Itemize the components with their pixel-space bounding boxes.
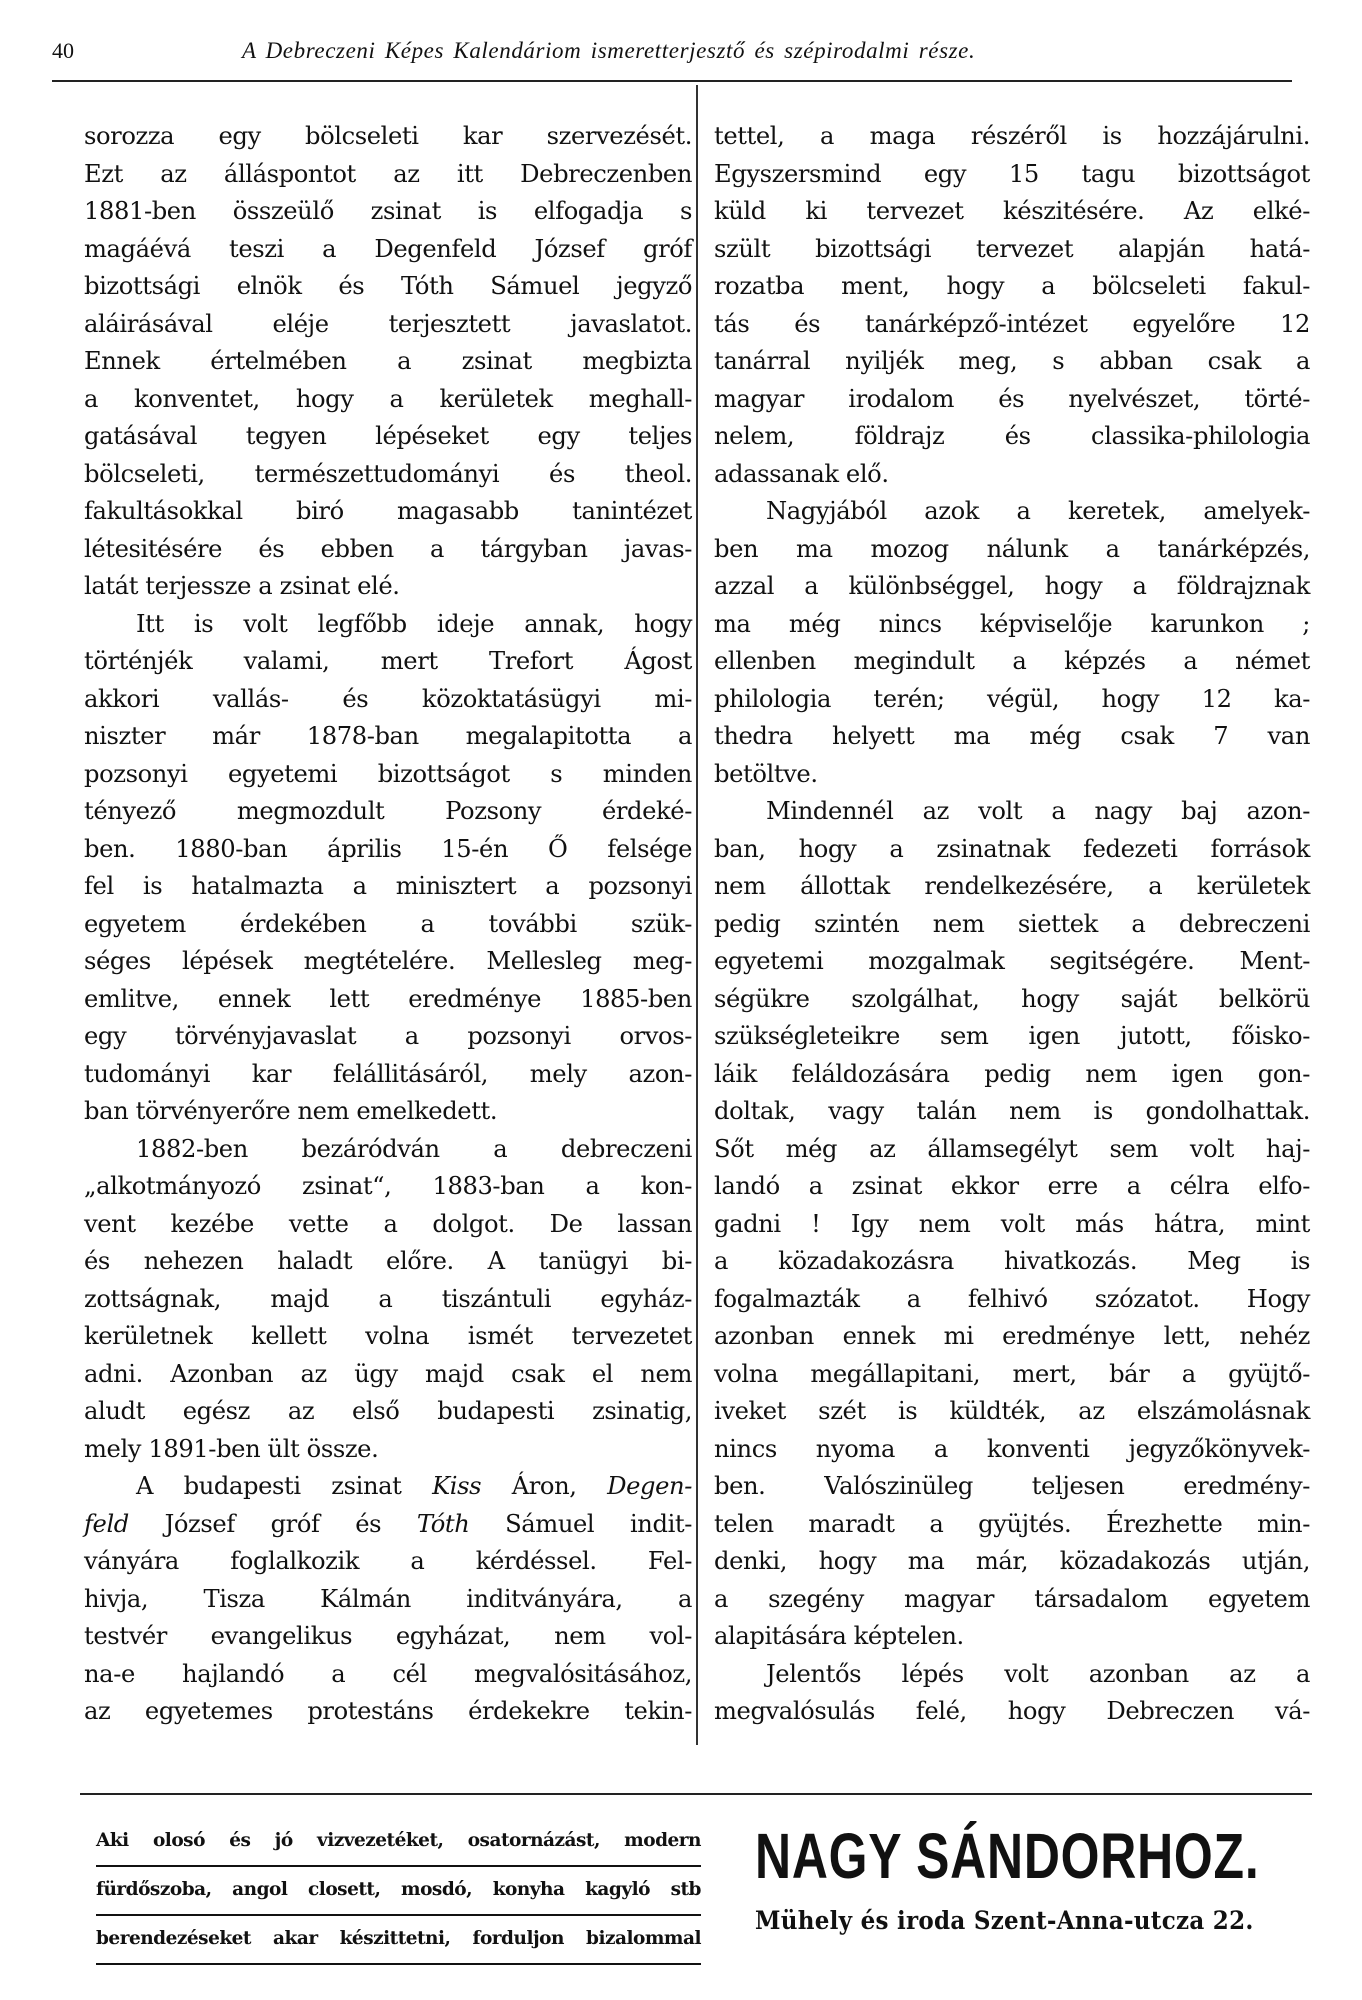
text-line: a közadakozásra hivatkozás. Meg is: [714, 1247, 1310, 1275]
ad-text-line: berendezéseket akar készittetni, forduljon bizalommal: [96, 1920, 701, 1965]
text-run: A budapesti zsinat: [136, 1472, 433, 1500]
text-line: kerületnek kellett volna ismét tervezetet: [84, 1322, 692, 1350]
text-line: volna megállapitani, mert, bár a gyüjtő-: [714, 1359, 1310, 1388]
italic-name: Degen-: [607, 1472, 692, 1500]
text-line: adassanak elő.: [714, 459, 889, 488]
text-run: József gróf és: [128, 1509, 417, 1538]
text-line: doltak, vagy talán nem is gondolhattak.: [714, 1097, 1310, 1125]
text-line: Ezt az álláspontot az itt Debreczenben: [84, 159, 692, 188]
text-line: rozatba ment, hogy a bölcseleti fakul-: [714, 272, 1310, 300]
text-line: alapitására képtelen.: [714, 1622, 964, 1650]
text-line: vent kezébe vette a dolgot. De lassan: [84, 1209, 692, 1238]
text-line: a konventet, hogy a kerületek meghall-: [84, 384, 692, 413]
text-line: megvalósulás felé, hogy Debreczen vá-: [714, 1697, 1310, 1725]
text-line: „alkotmányozó zsinat“, 1883-ban a kon-: [84, 1172, 692, 1200]
text-line: nelem, földrajz és classika-philologia: [714, 422, 1310, 450]
text-line: [84, 1506, 692, 1544]
text-line: fakultásokkal biró magasabb tanintézet: [84, 497, 692, 525]
text-line: tás és tanárképző-intézet egyelőre 12: [714, 309, 1310, 338]
text-line: aludt egész az első budapesti zsinatig,: [84, 1397, 692, 1425]
text-line: tényező megmozdult Pozsony érdeké-: [84, 797, 692, 825]
paragraph-start: Mindennél az volt a nagy baj azon-: [766, 797, 1310, 825]
ad-address: Mühely és iroda Szent-Anna-utcza 22.: [755, 1906, 1254, 1935]
paragraph-start: Jelentős lépés volt azonban az a: [766, 1659, 1310, 1688]
ad-text-line: Aki olosó és jó vizvezetéket, osatornázást, modern: [96, 1822, 701, 1867]
page-number: 40: [52, 38, 74, 63]
text-line: Ennek értelmében a zsinat megbizta: [84, 347, 692, 375]
text-line: philologia terén; végül, hogy 12 ka-: [714, 684, 1310, 713]
text-line: szükségleteikre sem igen jutott, főisko-: [714, 1022, 1310, 1050]
text-line: emlitve, ennek lett eredménye 1885-ben: [84, 984, 692, 1013]
text-line: ban törvényerőre nem emelkedett.: [84, 1097, 498, 1125]
text-line: 1881-ben összeülő zsinat is elfogadja s: [84, 197, 692, 225]
text-line: azzal a különbséggel, hogy a földrajznak: [714, 572, 1310, 600]
text-line: Sőt még az államsegélyt sem volt haj-: [714, 1134, 1310, 1163]
text-line: ványára foglalkozik a kérdéssel. Fel-: [84, 1547, 692, 1575]
italic-name: Kiss: [432, 1472, 482, 1500]
text-line: történjék valami, mert Trefort Ágost: [84, 647, 692, 675]
text-line: adni. Azonban az ügy majd csak el nem: [84, 1359, 692, 1388]
text-line: ségükre szolgálhat, hogy saját belkörü: [714, 984, 1310, 1013]
text-line: testvér evangelikus egyházat, nem vol-: [84, 1622, 692, 1650]
paragraph-start: Itt is volt legfőbb ideje annak, hogy: [136, 609, 692, 638]
text-line: ben. Valószinüleg teljesen eredmény-: [714, 1472, 1310, 1500]
text-line: landó a zsinat ekkor erre a célra elfo-: [714, 1172, 1310, 1200]
text-line: ben. 1880-ban április 15-én Ő felsége: [84, 834, 692, 863]
text-line: tudományi kar felállitásáról, mely azon-: [84, 1059, 692, 1088]
text-line: pedig szintén nem siettek a debreczeni: [714, 909, 1310, 938]
text-run: Sámuel indit-: [469, 1509, 692, 1538]
advertisement-rule: [80, 1793, 1312, 1795]
advertisement-copy: [96, 1822, 701, 1969]
text-line: sorozza egy bölcseleti kar szervezését.: [84, 122, 692, 150]
text-line: nincs nyoma a konventi jegyzőkönyvek-: [714, 1434, 1310, 1463]
text-line: akkori vallás- és közoktatásügyi mi-: [84, 684, 692, 713]
paragraph-start: Nagyjából azok a keretek, amelyek-: [766, 497, 1310, 525]
text-line: létesitésére és ebben a tárgyban javas-: [84, 534, 692, 563]
right-column: [714, 118, 1310, 1731]
text-line: fogalmazták a felhivó szózatot. Hogy: [714, 1284, 1310, 1313]
text-line: gatásával tegyen lépéseket egy teljes: [84, 422, 692, 450]
text-line: pozsonyi egyetemi bizottságot s minden: [84, 759, 692, 788]
paragraph-start: 1882-ben bezáródván a debreczeni: [136, 1134, 692, 1163]
text-line: hivja, Tisza Kálmán inditványára, a: [84, 1584, 692, 1613]
advertisement-brand-block: [755, 1820, 1315, 1935]
running-title: A Debreczeni Képes Kalendáriom ismeretterjesztő és szépirodalmi része.: [242, 38, 976, 63]
page-header: [52, 38, 1292, 70]
text-line: ellenben megindult a képzés a német: [714, 647, 1310, 675]
text-line: egyetemi mozgalmak segitségére. Ment-: [714, 947, 1310, 975]
text-line: ben ma mozog nálunk a tanárképzés,: [714, 534, 1310, 563]
text-line: tettel, a maga részéről is hozzájárulni.: [714, 122, 1310, 150]
text-line: egy törvényjavaslat a pozsonyi orvos-: [84, 1022, 692, 1050]
text-line: az egyetemes protestáns érdekekre tekin-: [84, 1697, 692, 1725]
text-line: séges lépések megtételére. Mellesleg meg-: [84, 947, 692, 975]
left-column: [84, 118, 692, 1731]
text-line: láik feláldozására pedig nem igen gon-: [714, 1059, 1310, 1088]
text-line: bölcseleti, természettudományi és theol.: [84, 459, 692, 488]
italic-name: Tóth: [416, 1509, 470, 1538]
text-line: egyetem érdekében a további szük-: [84, 909, 692, 938]
ad-brand-name: NAGY SÁNDORHOZ.: [755, 1820, 1260, 1892]
text-line: zottságnak, majd a tiszántuli egyház-: [84, 1284, 692, 1313]
text-line: ban, hogy a zsinatnak fedezeti források: [714, 834, 1310, 863]
text-line: niszter már 1878-ban megalapitotta a: [84, 722, 692, 750]
paragraph-start: [84, 1468, 692, 1506]
text-line: Egyszersmind egy 15 tagu bizottságot: [714, 159, 1310, 188]
text-line: latát terjessze a zsinat elé.: [84, 572, 400, 600]
text-run: Áron,: [481, 1472, 608, 1500]
text-line: küld ki tervezet készitésére. Az elké-: [714, 197, 1310, 225]
text-line: nem állottak rendelkezésére, a kerületek: [714, 872, 1310, 900]
text-line: gadni ! Igy nem volt más hátra, mint: [714, 1209, 1310, 1238]
text-line: szült bizottsági tervezet alapján hatá-: [714, 234, 1310, 263]
text-line: ma még nincs képviselője karunkon ;: [714, 609, 1310, 638]
column-divider: [696, 85, 698, 1745]
text-line: a szegény magyar társadalom egyetem: [714, 1584, 1310, 1613]
text-line: tanárral nyiljék meg, s abban csak a: [714, 347, 1310, 375]
text-line: aláirásával eléje terjesztett javaslatot.: [84, 309, 692, 338]
text-line: fel is hatalmazta a minisztert a pozsonyi: [84, 872, 692, 900]
text-line: telen maradt a gyüjtés. Érezhette min-: [714, 1509, 1310, 1538]
text-line: és nehezen haladt előre. A tanügyi bi-: [84, 1247, 692, 1275]
text-line: azonban ennek mi eredménye lett, nehéz: [714, 1322, 1310, 1350]
text-line: magáévá teszi a Degenfeld József gróf: [84, 234, 692, 263]
text-line: thedra helyett ma még csak 7 van: [714, 722, 1310, 750]
text-line: mely 1891-ben ült össze.: [84, 1434, 379, 1463]
text-line: denki, hogy ma már, közadakozás utján,: [714, 1547, 1310, 1575]
text-line: betöltve.: [714, 759, 818, 788]
ad-text-line: fürdőszoba, angol closett, mosdó, konyha kagyló stb: [96, 1871, 701, 1916]
italic-name: feld: [84, 1509, 129, 1538]
text-line: na-e hajlandó a cél megvalósitásához,: [84, 1659, 692, 1688]
text-line: bizottsági elnök és Tóth Sámuel jegyző: [84, 272, 692, 300]
text-line: iveket szét is küldték, az elszámolásnak: [714, 1397, 1310, 1425]
text-line: magyar irodalom és nyelvészet, törté-: [714, 384, 1310, 413]
header-rule: [52, 80, 1292, 82]
